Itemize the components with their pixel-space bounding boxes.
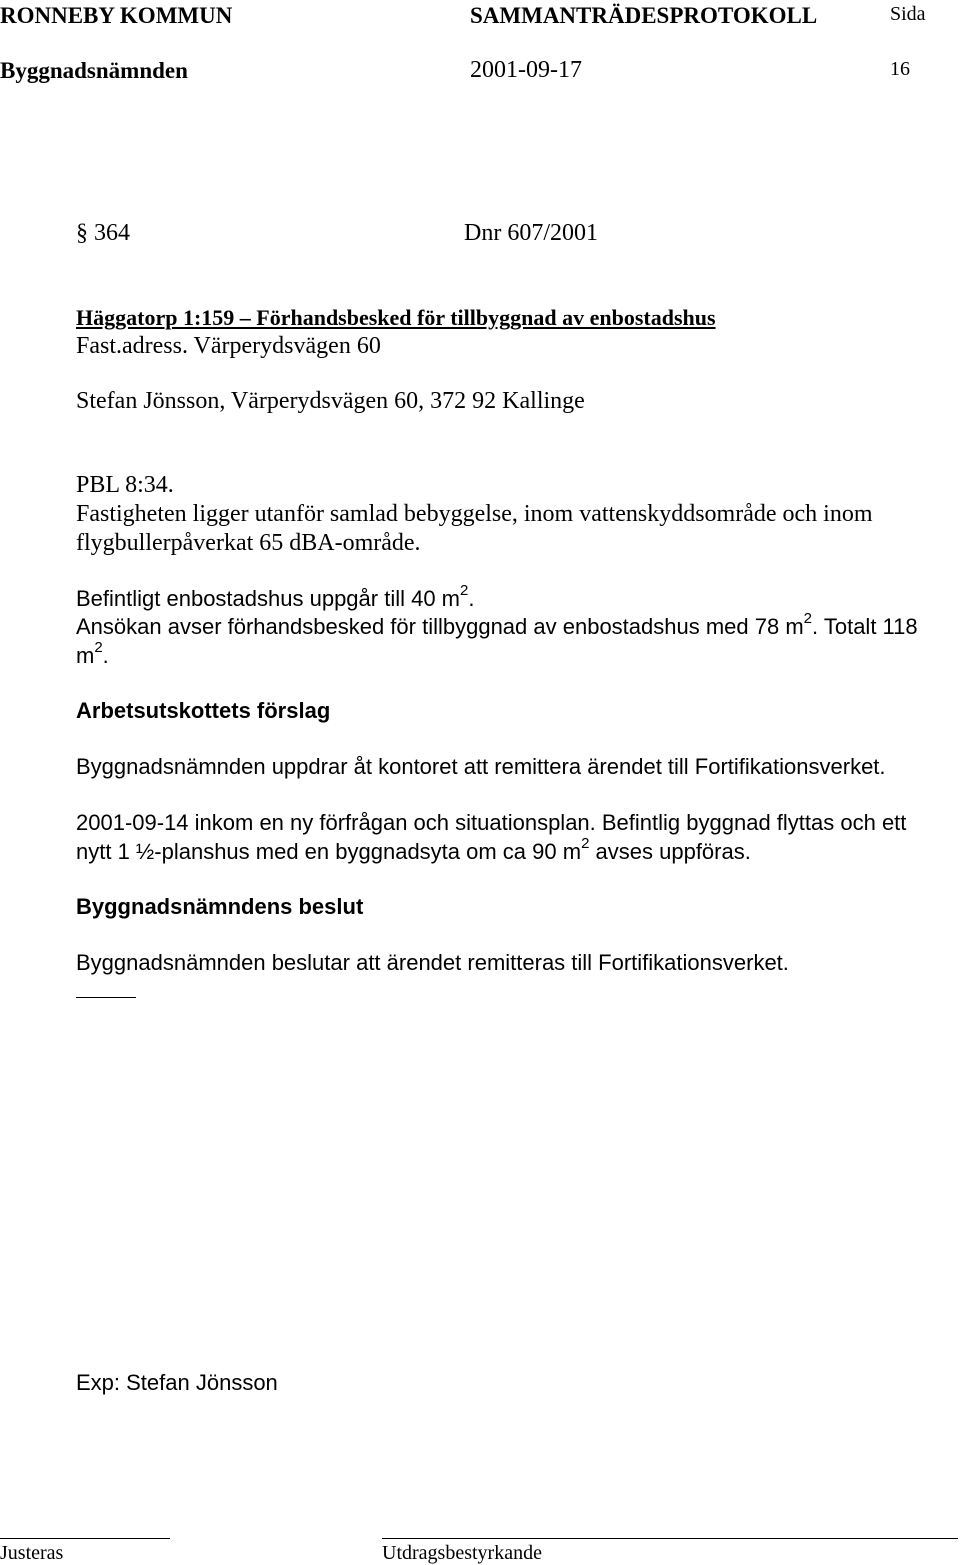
law-ref: PBL 8:34. bbox=[76, 472, 174, 498]
au-heading: Arbetsutskottets förslag bbox=[76, 698, 331, 723]
footer-rule-right bbox=[382, 1538, 958, 1539]
existing-text: Befintligt enbostadshus uppgår till 40 m bbox=[76, 586, 461, 611]
item-title: Häggatorp 1:159 – Förhandsbesked för tillbyggnad av enbostadshus bbox=[76, 305, 716, 330]
section-symbol: § bbox=[76, 220, 88, 246]
header-page-number: 16 bbox=[890, 58, 910, 80]
law-line-2: flygbullerpåverkat 65 dBA-område. bbox=[76, 530, 421, 556]
update-line2-post: avses uppföras. bbox=[589, 839, 751, 864]
application-line2-post: . bbox=[102, 643, 109, 668]
update-line2-text: nytt 1 ½-planshus med en byggnadsyta om ca 90 m bbox=[76, 839, 582, 864]
dnr: Dnr 607/2001 bbox=[464, 220, 598, 246]
update-line-1: 2001-09-14 inkom en ny förfrågan och situationsplan. Befintlig byggnad flyttas och ett bbox=[76, 810, 907, 835]
footer-rule-left bbox=[0, 1538, 170, 1539]
application-line-1 bbox=[76, 609, 918, 641]
update-sup: 2 bbox=[581, 834, 590, 852]
decision-text: Byggnadsnämnden beslutar att ärendet remitteras till Fortifikationsverket. bbox=[76, 950, 789, 975]
application-line2-text: m bbox=[76, 643, 95, 668]
header-date: 2001-09-17 bbox=[470, 57, 582, 83]
header-org: RONNEBY KOMMUN bbox=[0, 3, 233, 28]
law-line-1: Fastigheten ligger utanför samlad bebyggelse, inom vattenskyddsområde och inom bbox=[76, 501, 873, 527]
footer-justeras: Justeras bbox=[0, 1542, 64, 1564]
decision-heading: Byggnadsnämndens beslut bbox=[76, 894, 364, 919]
application-sup-1: 2 bbox=[803, 609, 813, 627]
application-text: Ansökan avser förhandsbesked för tillbyggnad av enbostadshus med 78 m bbox=[76, 614, 804, 639]
header-doc-type: SAMMANTRÄDESPROTOKOLL bbox=[470, 3, 818, 28]
existing-line bbox=[76, 581, 475, 613]
applicant-line: Stefan Jönsson, Värperydsvägen 60, 372 92 Kallinge bbox=[76, 388, 585, 414]
update-line-2 bbox=[76, 834, 751, 866]
end-rule bbox=[76, 997, 136, 998]
application-line-2 bbox=[76, 638, 109, 670]
application-sup-2: 2 bbox=[94, 638, 103, 656]
footer-utdragsbestyrkande: Utdragsbestyrkande bbox=[382, 1542, 542, 1564]
application-mid: . Totalt 118 bbox=[812, 614, 918, 639]
existing-post: . bbox=[468, 586, 475, 611]
item-number: 364 bbox=[94, 220, 130, 246]
header-page-label: Sida bbox=[890, 3, 926, 25]
header-board: Byggnadsnämnden bbox=[0, 58, 188, 83]
address-line: Fast.adress. Värperydsvägen 60 bbox=[76, 333, 381, 359]
existing-sup: 2 bbox=[460, 581, 469, 599]
expedition: Exp: Stefan Jönsson bbox=[76, 1370, 278, 1395]
au-text: Byggnadsnämnden uppdrar åt kontoret att remittera ärendet till Fortifikationsverket. bbox=[76, 754, 886, 779]
